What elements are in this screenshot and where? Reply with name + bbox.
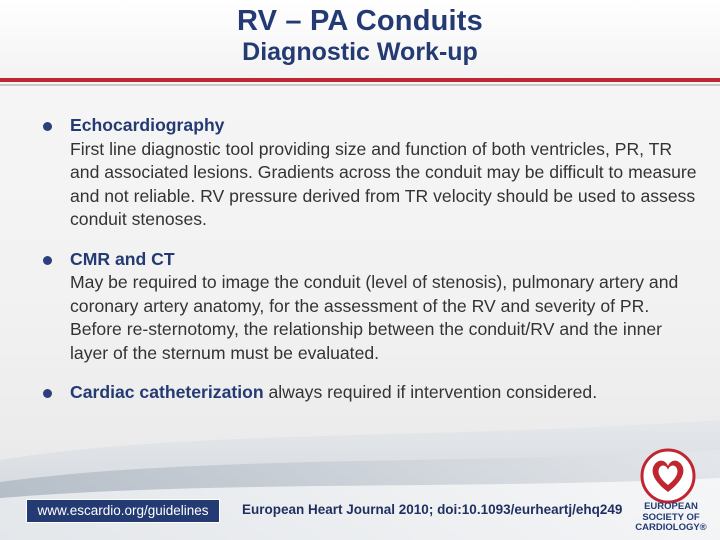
bullet-dot-icon (43, 122, 52, 131)
bullet-dot-icon (43, 389, 52, 398)
header-red-divider (0, 78, 720, 82)
guidelines-url[interactable]: www.escardio.org/guidelines (26, 499, 220, 523)
slide-subtitle: Diagnostic Work-up (242, 38, 478, 66)
bullet-list (38, 114, 698, 421)
esc-name-line: CARDIOLOGY® (635, 522, 707, 533)
journal-citation: European Heart Journal 2010; doi:10.1093/eurheartj/ehq249 (242, 502, 623, 517)
esc-heart-logo-icon (640, 448, 696, 504)
bullet-catheterization (38, 381, 698, 405)
bullet-dot-icon (43, 256, 52, 265)
bullet-heading: Cardiac catheterization (70, 382, 264, 402)
slide-title: RV – PA Conduits (237, 5, 483, 37)
bullet-heading: CMR and CT (70, 248, 175, 269)
bullet-cmr-ct (38, 248, 698, 366)
slide-header (0, 0, 720, 78)
bullet-text: always required if intervention considered. (268, 382, 598, 402)
bullet-echocardiography (38, 114, 698, 232)
esc-society-name (626, 502, 716, 534)
header-grey-divider (0, 84, 720, 86)
bullet-heading: Echocardiography (70, 115, 225, 135)
bullet-text: May be required to image the conduit (level of stenosis), pulmonary artery and coronary artery anatomy, for the assessment of the RV and severity of PR. Before re-sternotomy, the relationship between the conduit/RV and the inner layer of the sternum must be evaluated. (70, 272, 679, 363)
esc-name-line: EUROPEAN (644, 501, 698, 512)
esc-name-line: SOCIETY OF (642, 511, 700, 523)
bullet-text: First line diagnostic tool providing size and function of both ventricles, PR, TR and associated lesions. Gradients across the conduit may be difficult to measure and not reliable. RV pressure derived from TR velocity should be used to assess conduit stenoses. (70, 138, 697, 229)
